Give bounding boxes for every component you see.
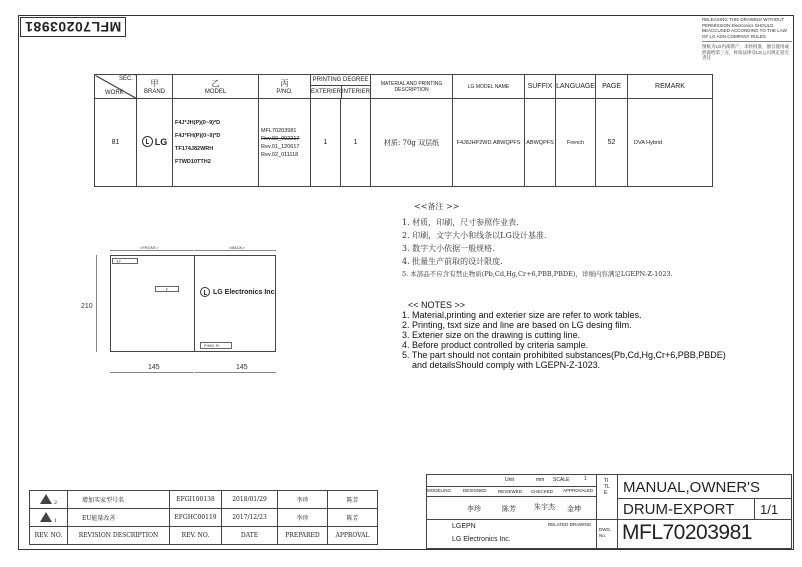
notes-en-item: and detailsShould comply with LGEPN-Z-1023.: [402, 360, 601, 370]
header-work: WORK: [105, 90, 124, 96]
doc-title-line2: DRUM-EXPORT: [623, 501, 735, 518]
rev-no: EFGI100138: [170, 491, 222, 509]
header-pno: 丙 P/NO.: [259, 75, 311, 99]
revision-table: [29, 490, 378, 545]
rev-approval: 陈芳: [328, 491, 378, 509]
header-sec: SEC.: [118, 76, 133, 82]
notes-en-item: 2. Printing, tsxt size and line are based on LG desing film.: [402, 320, 632, 330]
doc-number: MFL70203981: [622, 521, 752, 544]
notes-cn-item: 2. 印刷，文字大小和线条以LG设计基准.: [402, 231, 547, 240]
notes-en-item: 5. The part should not contain prohibited substances(Pb,Cd,Hg,Cr+6,PBB,PBDE): [402, 350, 726, 360]
checked-label: CHECKED: [531, 489, 554, 494]
lg-electronics-logo: LG Electronics Inc.: [200, 287, 276, 297]
notes-en-item: 1. Material,printing and exterier size are refer to work tables.: [402, 310, 642, 320]
notes-en-item: 4. Before product controlled by criteria sample.: [402, 340, 589, 350]
label-back: <BACK>: [229, 245, 245, 250]
header-brand: 甲 BRAND: [137, 75, 173, 99]
header-exterior: EXTERIER: [311, 86, 342, 98]
notes-cn-title: <<备注 >>: [414, 202, 460, 211]
cell-work: 81: [95, 99, 137, 187]
rev-header: REV. NO.: [30, 527, 68, 545]
page-count: 1/1: [760, 502, 779, 517]
rev-approval: 陈芳: [328, 509, 378, 527]
cell-remark: DVA Hybrid: [628, 99, 713, 187]
booklet-fold-line: [194, 255, 195, 352]
dim-height: 210: [81, 303, 93, 310]
rev-header: APPROVAL: [328, 527, 378, 545]
header-interior: INTERIER: [342, 89, 371, 95]
modeling-label: MODELING: [427, 488, 452, 493]
notes-cn-item: 4. 批量生产前取的设计限度.: [402, 257, 503, 266]
cell-pnos: MFL70203981 Rev.00_092217 Rev.01_120617 Rev.02_011118: [259, 99, 311, 187]
designed-label: DESIGNED: [463, 488, 487, 493]
dim-width-right: 145: [236, 364, 248, 371]
dim-width-left: 145: [148, 364, 160, 371]
title-line: [596, 474, 597, 549]
rev-prepared: 李珍: [278, 491, 328, 509]
cell-suffix: ABWQPFS: [525, 99, 556, 187]
rev-header: PREPARED: [278, 527, 328, 545]
confidentiality-note-cn: 图纸为LG内部资产，未经批准，擅自使用或泄露给第三方，将按法律及LG公司规定追究责任: [702, 44, 790, 60]
notes-cn-item: 5. 本部品不应含有禁止物质(Pb,Cd,Hg,Cr+6,PBB,PBDE)，详细内容满足LGEPN-Z-1023.: [402, 270, 673, 278]
header-model: 乙 MODEL: [173, 75, 259, 99]
notes-en-item: 3. Exterier size on the drawing is cutting line.: [402, 330, 581, 340]
confidentiality-note: [702, 17, 792, 61]
rev-prepared: 李珍: [278, 509, 328, 527]
rev-mark: 1: [30, 509, 68, 527]
checked-by: 朱宇杰: [534, 503, 555, 511]
title-line: [426, 486, 596, 487]
related-drawing-label: RELATED DRAWING: [548, 522, 592, 527]
title-line: [617, 498, 792, 499]
confidentiality-note-en: RELEASING THIS DRAWING WITHOUT PERMISSION Electronics SHOULD BEACCUSED ACCORDING TO THE LAW OF LG ADN COMPANY RULES: [702, 17, 787, 39]
dim-height-line: [96, 255, 97, 352]
title-line: [617, 474, 618, 549]
company-name: LG Electronics Inc.: [452, 536, 511, 543]
cell-language: French: [556, 99, 596, 187]
title-vertical-label: TITLE: [604, 478, 610, 496]
scale-label: SCALE: [553, 477, 570, 483]
rev-header: DATE: [222, 527, 278, 545]
booklet-outline: [110, 255, 276, 352]
title-line: [426, 519, 792, 520]
notes-en-title: << NOTES >>: [408, 300, 466, 310]
unit-value: mm: [536, 477, 545, 483]
title-line: [754, 498, 755, 519]
header-remark: REMARK: [628, 75, 713, 99]
header-material: MATERIAL AND PRINTING DESCRIPTION: [371, 75, 453, 99]
header-language: LANGUAGE: [556, 75, 596, 99]
header-sec-work: [95, 75, 137, 99]
rev-desc: 增加买家型号名: [68, 491, 170, 509]
doc-number-top: MFL70203981: [20, 17, 126, 37]
rev-date: 2018/01/29: [222, 491, 278, 509]
unit-label: Unit: [505, 477, 514, 483]
lg-logo-icon: [200, 287, 210, 297]
header-page: PAGE: [596, 75, 628, 99]
notes-chinese: [402, 200, 673, 281]
title-line: [426, 496, 596, 497]
header-lg-model: LG MODEL NAME: [453, 75, 525, 99]
cell-models: F4J*JH(P)(0~9)*D F4J*FH(P)(0~9)*D TF174J82WRH FTWD10TTH2: [173, 99, 259, 187]
cell-interior: 1: [341, 99, 371, 187]
pno-box: P/NO. R: [200, 342, 232, 349]
rev-date: 2017/12/23: [222, 509, 278, 527]
tf-label: TF: [112, 258, 138, 264]
notes-cn-item: 1. 材质，印刷，尺寸参照作业表.: [402, 218, 519, 227]
cell-page: 52: [596, 99, 628, 187]
spec-table: [94, 74, 713, 187]
cell-material: 材质: 70g 双层纸: [371, 99, 453, 187]
header-printing-degree: PRINTING DEGREE EXTERIER INTERIER: [311, 75, 371, 99]
rev-header: REVISION DESCRIPTION: [68, 527, 170, 545]
scale-value: 1: [584, 476, 587, 482]
f-label: F: [155, 286, 179, 292]
cell-lg-model: F4J8JHP2WD.ABWQPFS: [453, 99, 525, 187]
approved-by: 金坤: [567, 505, 581, 513]
approvaled-label: APPROVALED: [563, 488, 594, 493]
dim-width-line-right: [195, 372, 276, 373]
header-suffix: SUFFIX: [525, 75, 556, 99]
rev-mark: 2: [30, 491, 68, 509]
dim-line-back: [195, 250, 276, 251]
dim-line-front: [110, 250, 194, 251]
cell-brand: [137, 99, 173, 187]
rev-header: REV. NO.: [170, 527, 222, 545]
cell-exterior: 1: [311, 99, 341, 187]
notes-english: [402, 300, 726, 370]
lg-logo-icon: LG: [142, 136, 168, 147]
rev-no: EFGHC00119: [170, 509, 222, 527]
reviewed-label: REVIEWED: [498, 489, 523, 494]
reviewed-by: 陈芳: [502, 505, 516, 513]
doc-title-line1: MANUAL,OWNER'S: [623, 479, 761, 496]
company-code: LGEPN: [452, 523, 476, 530]
notes-cn-item: 3. 数字大小依据一般规格.: [402, 244, 495, 253]
designed-by: 李珍: [467, 505, 481, 513]
label-front: <FRONT>: [140, 245, 159, 250]
dwg-no-label: DWG. No.: [599, 527, 612, 538]
dim-width-line-left: [110, 372, 194, 373]
rev-desc: EU能量改善: [68, 509, 170, 527]
